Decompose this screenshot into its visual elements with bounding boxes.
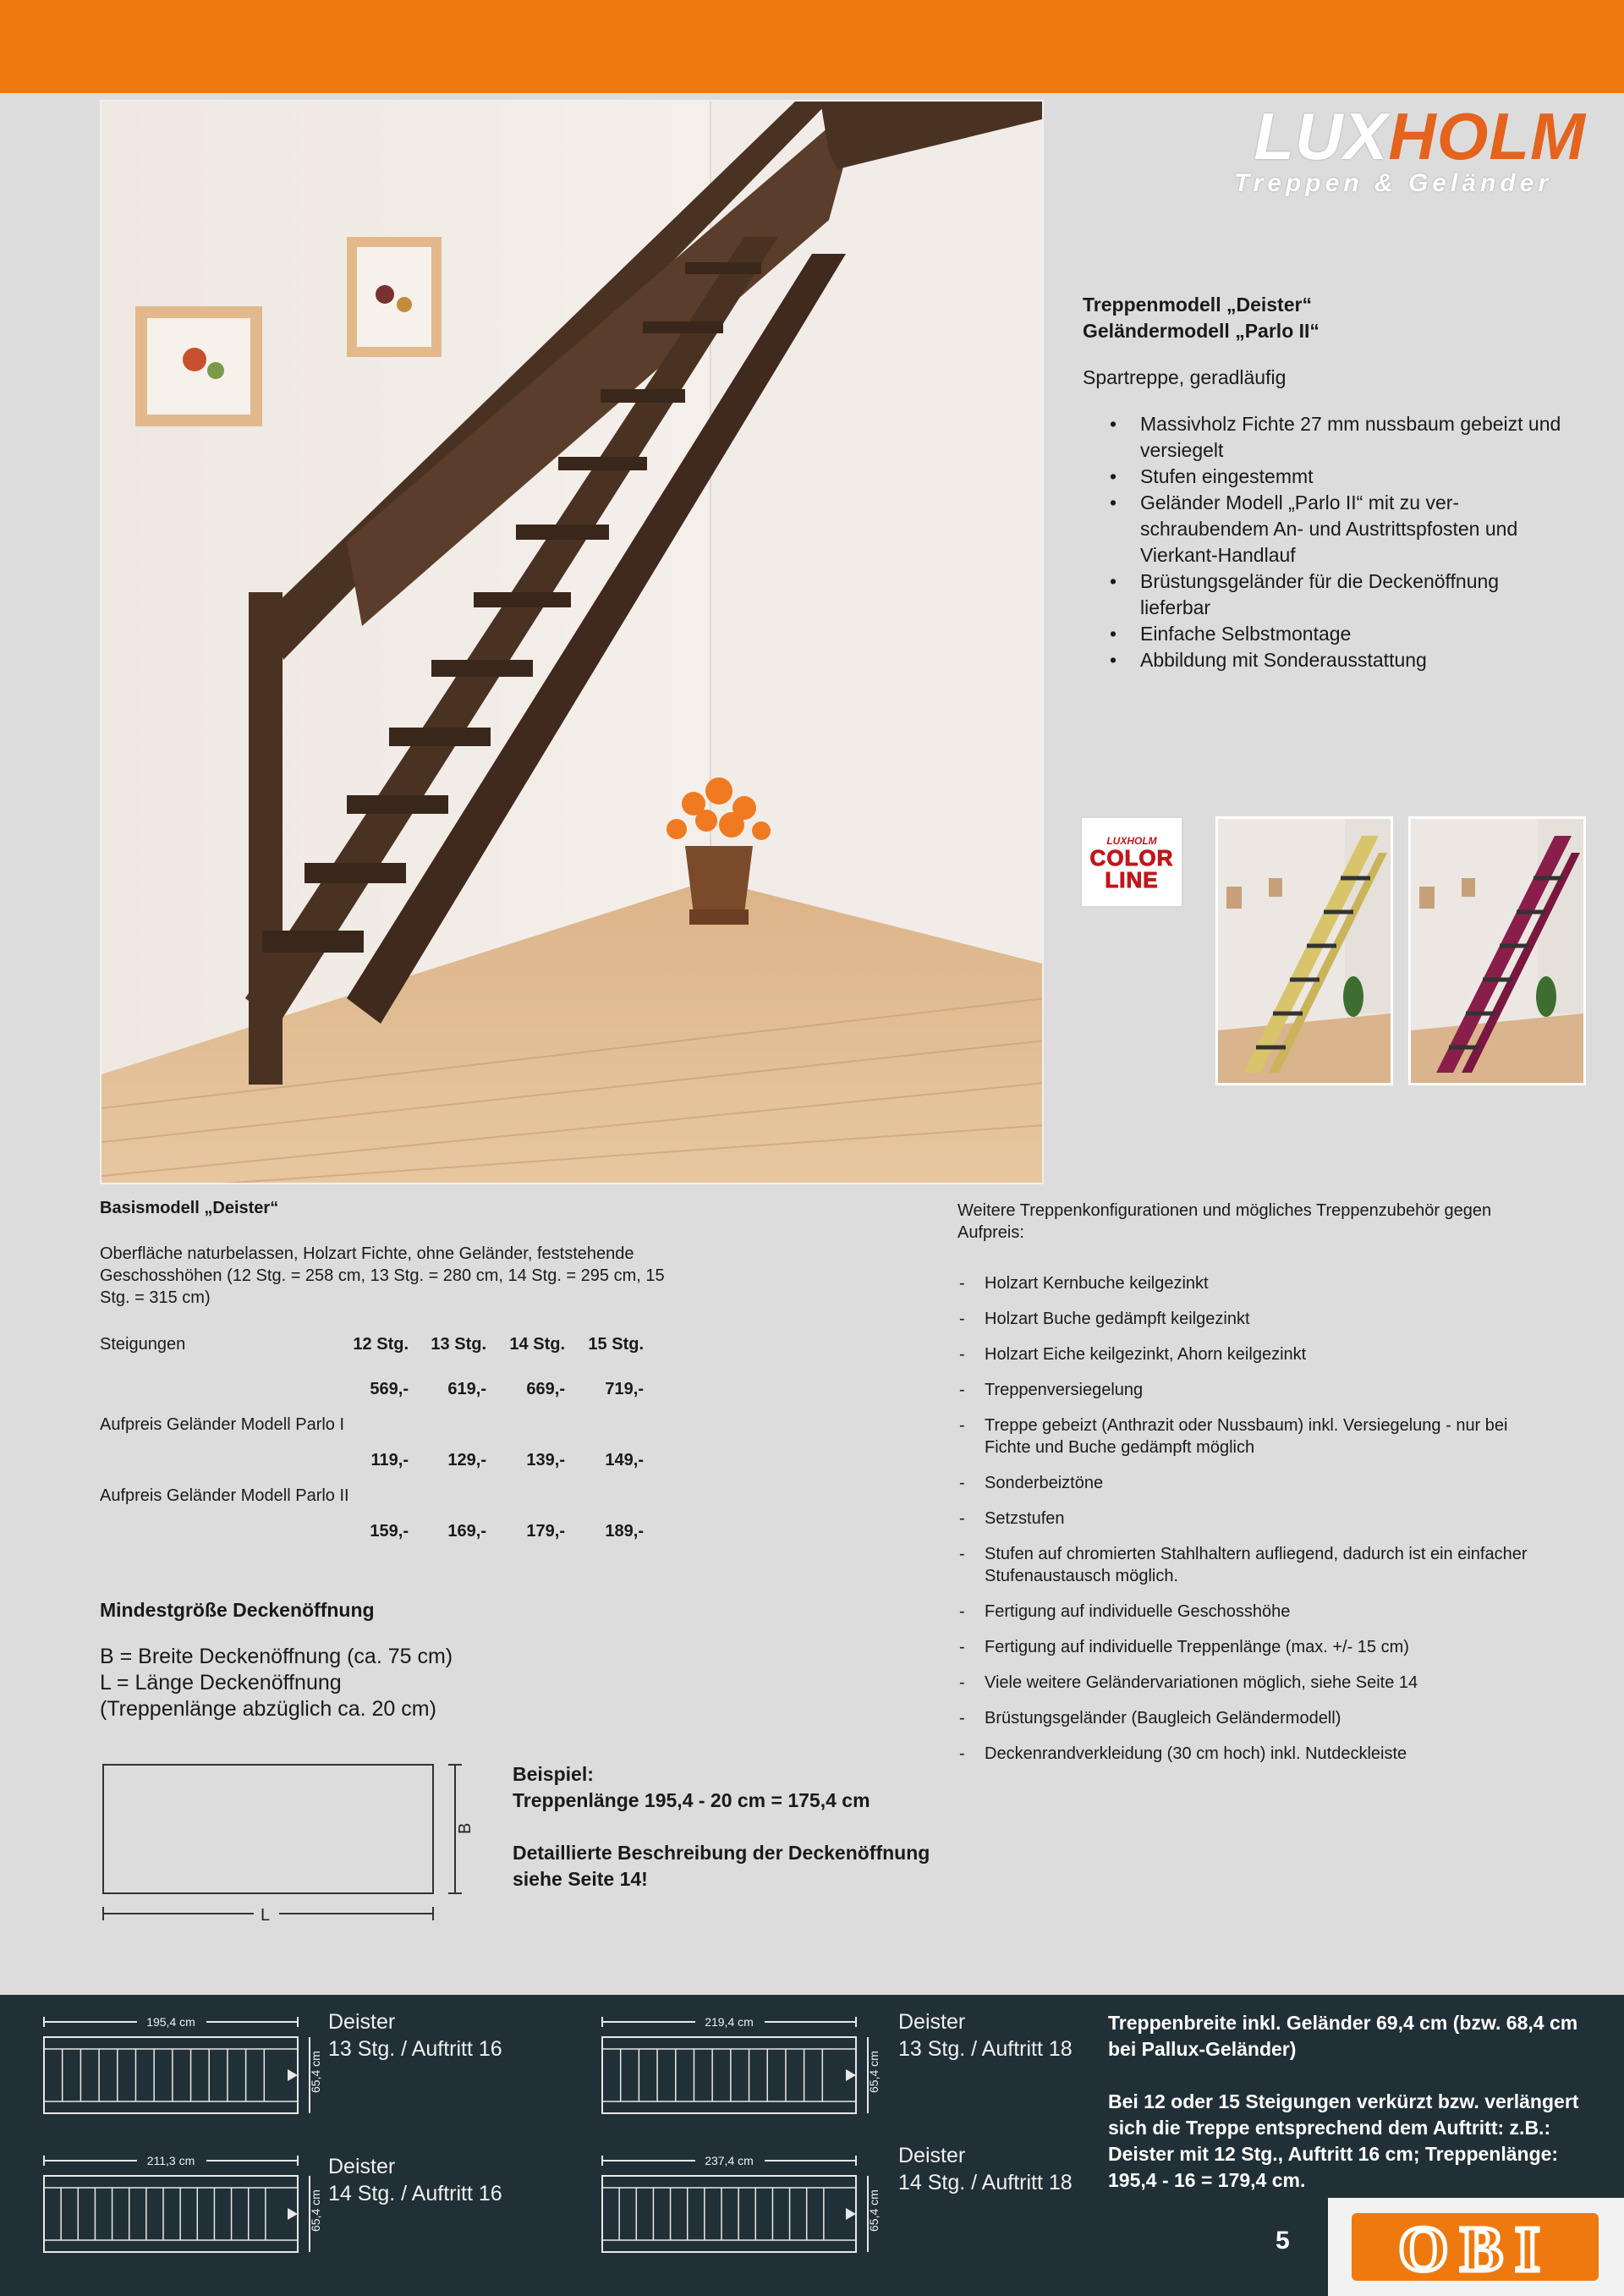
feature-item: • Brüstungsgeländer für die Deckenöffnung lieferbar <box>1083 569 1573 621</box>
luxholm-logo <box>1231 100 1586 198</box>
bottom-length-note: Bei 12 oder 15 Steigungen verkürzt bzw. verlängert sich die Treppe entsprechend dem Auftritt: z.B.: Deister mit 12 Stg., Auftritt 16 cm; Treppenlänge: 195,4 - 16 = 179,4 cm. <box>1108 2090 1579 2191</box>
plan-length: 195,4 cm <box>146 2015 195 2029</box>
logo-tagline: Treppen & Geländer <box>1233 169 1552 197</box>
table-header: 15 Stg. <box>588 1335 644 1354</box>
list-item: - Holzart Buche gedämpft keilgezinkt <box>957 1308 1550 1330</box>
list-item: - Setzstufen <box>957 1508 1550 1530</box>
list-item: - Treppenversiegelung <box>957 1379 1550 1401</box>
deck-opening-diagram <box>93 1760 482 1929</box>
feature-item: • Massivholz Fichte 27 mm nussbaum gebeizt und versiegelt <box>1083 411 1573 464</box>
obi-logo <box>1328 2198 1624 2296</box>
bottom-info-text <box>1108 2010 1590 2194</box>
logo-part1: LUX <box>1254 99 1389 173</box>
list-item: - Holzart Eiche keilgezinkt, Ahorn keilgezinkt <box>957 1343 1550 1365</box>
price-cell: 169,- <box>447 1522 486 1541</box>
list-item: - Treppe gebeizt (Anthrazit oder Nussbaum) inkl. Versiegelung - nur bei Fichte und Buche gedämpft möglich <box>957 1414 1550 1458</box>
list-item: - Brüstungsgeländer (Baugleich Geländermodell) <box>957 1707 1550 1729</box>
list-item: - Fertigung auf individuelle Treppenlänge (max. +/- 15 cm) <box>957 1636 1550 1658</box>
color-line-word1: COLOR <box>1089 845 1174 871</box>
list-item: - Holzart Kernbuche keilgezinkt <box>957 1272 1550 1294</box>
plan-spec: 14 Stg. / Auftritt 18 <box>898 2171 1073 2194</box>
stair-photo <box>100 100 1044 1184</box>
parlo2-label: Aufpreis Geländer Modell Parlo II <box>100 1486 349 1505</box>
list-item: - Sonderbeiztöne <box>957 1472 1550 1494</box>
basis-title: Basismodell „Deister“ <box>100 1199 279 1217</box>
price-cell: 119,- <box>370 1451 409 1469</box>
plan-spec: 13 Stg. / Auftritt 18 <box>898 2037 1073 2061</box>
plan-length: 237,4 cm <box>705 2154 754 2167</box>
plan-name: Deister <box>328 2155 396 2178</box>
label-b: B <box>456 1822 475 1834</box>
color-line-badge <box>1080 816 1183 908</box>
plan-caption <box>898 2008 1073 2063</box>
basis-description: Oberfläche naturbelassen, Holzart Fichte, ohne Geländer, feststehende Geschosshöhen (12 Stg. = 258 cm, 13 Stg. = 280 cm, 14 Stg. = 295 cm, 15 Stg. = 315 cm) <box>100 1244 665 1307</box>
price-cell: 139,- <box>526 1451 565 1469</box>
plan-name: Deister <box>898 2010 966 2034</box>
price-cell: 159,- <box>370 1522 409 1541</box>
plan-width: 65,4 cm <box>309 2051 322 2093</box>
plan-name: Deister <box>898 2144 966 2167</box>
example-box <box>513 1761 952 1892</box>
plan-length: 211,3 cm <box>146 2154 195 2167</box>
stair-plan-diagram <box>37 2010 325 2128</box>
list-item: - Stufen auf chromierten Stahlhaltern aufliegend, dadurch ist ein einfacher Stufenaustausch möglich. <box>957 1543 1550 1587</box>
price-cell: 569,- <box>370 1380 409 1398</box>
list-item: - Fertigung auf individuelle Geschosshöhe <box>957 1601 1550 1623</box>
product-title-stair: Treppenmodell „Deister“ <box>1083 294 1312 316</box>
deck-line-l: L = Länge Deckenöffnung <box>100 1671 342 1695</box>
stair-plan-diagram <box>595 2149 883 2267</box>
feature-item: • Stufen eingestemmt <box>1083 464 1573 490</box>
example-calc: Treppenlänge 195,4 - 20 cm = 175,4 cm <box>513 1789 870 1811</box>
label-l: L <box>261 1906 271 1925</box>
color-line-brand: LUXHOLM <box>1106 835 1157 847</box>
color-line-word2: LINE <box>1105 867 1159 893</box>
logo-part2: HOLM <box>1388 99 1586 173</box>
plan-width: 65,4 cm <box>867 2189 881 2232</box>
thumbnail-red-stair <box>1408 816 1586 1085</box>
stair-plan-diagram <box>37 2149 325 2267</box>
deck-line-b: B = Breite Deckenöffnung (ca. 75 cm) <box>100 1645 453 1668</box>
price-cell: 719,- <box>605 1380 644 1398</box>
plan-length: 219,4 cm <box>705 2015 754 2029</box>
price-cell: 179,- <box>526 1522 565 1541</box>
table-header: 12 Stg. <box>353 1335 409 1354</box>
deck-title: Mindestgröße Deckenöffnung <box>100 1599 375 1621</box>
plan-spec: 14 Stg. / Auftritt 16 <box>328 2182 502 2205</box>
bottom-width-note: Treppenbreite inkl. Geländer 69,4 cm (bzw. 68,4 cm bei Pallux-Geländer) <box>1108 2012 1578 2060</box>
feature-item: • Einfache Selbstmontage <box>1083 621 1573 647</box>
accessories-list <box>957 1272 1550 1765</box>
obi-logo-text: OBI <box>1398 2214 1552 2285</box>
feature-item: • Abbildung mit Sonderausstattung <box>1083 647 1573 673</box>
table-row-label: Steigungen <box>100 1335 186 1354</box>
list-item: - Deckenrandverkleidung (30 cm hoch) inkl. Nutdeckleiste <box>957 1743 1550 1765</box>
parlo1-label: Aufpreis Geländer Modell Parlo I <box>100 1415 345 1434</box>
price-cell: 619,- <box>447 1380 486 1398</box>
deck-line-note: (Treppenlänge abzüglich ca. 20 cm) <box>100 1697 436 1721</box>
thumbnail-yellow-stair <box>1215 816 1393 1085</box>
plan-width: 65,4 cm <box>867 2051 881 2093</box>
product-title-railing: Geländermodell „Parlo II“ <box>1083 320 1320 342</box>
price-cell: 129,- <box>447 1451 486 1469</box>
feature-list <box>1083 411 1573 673</box>
example-note: Detaillierte Beschreibung der Deckenöffnung siehe Seite 14! <box>513 1842 930 1890</box>
accessories-section <box>957 1200 1550 1778</box>
price-cell: 149,- <box>605 1451 644 1469</box>
price-cell: 189,- <box>605 1522 644 1541</box>
product-type: Spartreppe, geradläufig <box>1083 366 1287 388</box>
plan-name: Deister <box>328 2010 396 2034</box>
product-description <box>1083 292 1573 673</box>
accessories-intro: Weitere Treppenkonfigurationen und mögliches Treppenzubehör gegen Aufpreis: <box>957 1201 1492 1242</box>
deck-opening-section <box>100 1599 557 1722</box>
basis-model-section <box>100 1197 675 1309</box>
plan-spec: 13 Stg. / Auftritt 16 <box>328 2037 502 2061</box>
table-header: 14 Stg. <box>509 1335 565 1354</box>
plan-caption <box>328 2153 502 2207</box>
plan-caption <box>328 2008 502 2063</box>
example-label: Beispiel: <box>513 1763 594 1785</box>
stair-plan-diagram <box>595 2010 883 2128</box>
feature-item: • Geländer Modell „Parlo II“ mit zu ver-schraubendem An- und Austrittspfosten und Vierkant-Handlauf <box>1083 490 1573 569</box>
list-item: - Viele weitere Geländervariationen möglich, siehe Seite 14 <box>957 1672 1550 1694</box>
plan-width: 65,4 cm <box>309 2189 322 2232</box>
page-number: 5 <box>1276 2227 1290 2255</box>
top-orange-bar <box>0 0 1624 93</box>
table-header: 13 Stg. <box>431 1335 486 1354</box>
plan-caption <box>898 2142 1073 2196</box>
price-cell: 669,- <box>526 1380 565 1398</box>
